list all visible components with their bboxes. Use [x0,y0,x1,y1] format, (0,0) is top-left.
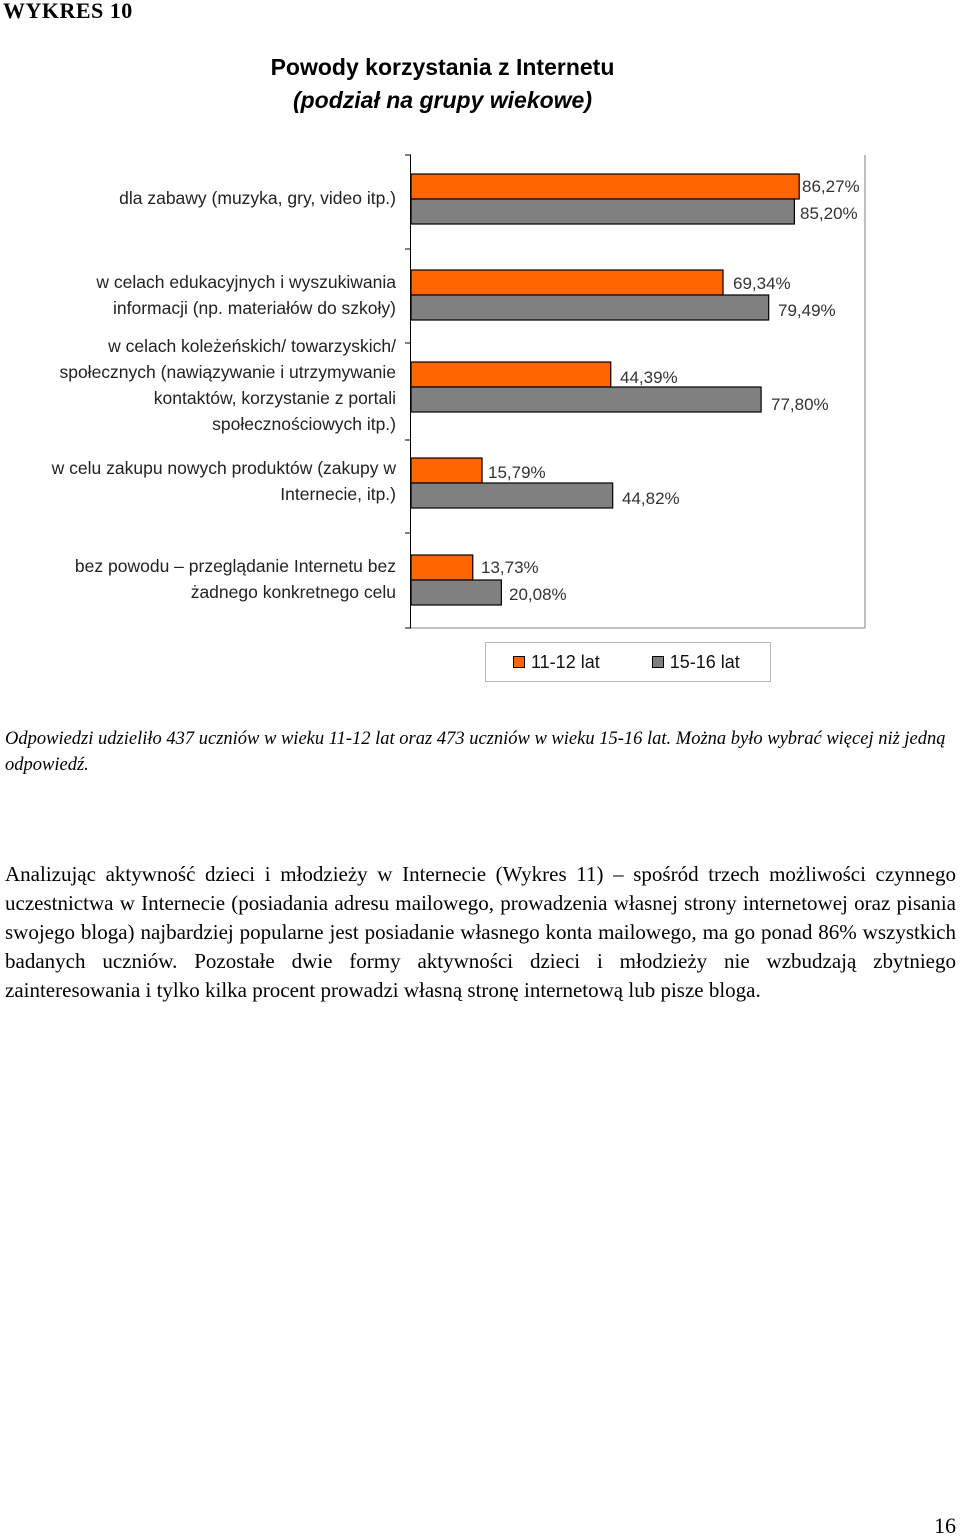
category-label: w celach koleżeńskich/ towarzyskich/ [108,336,396,356]
body-paragraph: Analizując aktywność dzieci i młodzieży w Internecie (Wykres 11) – spośród trzech możliwości czynnego uczestnictwa w Internecie (posiadania adresu mailowego, prowadzenia własnej strony internetowej oraz pisania swojego bloga) najbardziej popularne jest posiadanie własnego konta mailowego, ma go ponad 86% wszystkich badanych uczniów. Pozostałe dwie formy aktywności dzieci i młodzieży nie wzbudzają zbytniego zainteresowania i tylko kilka procent prowadzi własną stronę internetową lub pisze bloga. [5,862,956,1002]
page-number: 16 [934,1513,956,1538]
bar-value-label: 85,20% [800,204,858,223]
category-label: żadnego konkretnego celu [190,582,396,602]
category-label: kontaktów, korzystanie z portali [153,388,396,408]
category-label: społecznościowych itp.) [212,414,396,434]
category-label: Internecie, itp.) [280,484,396,504]
bar-value-label: 13,73% [481,558,539,577]
chart-title: Powody korzystania z Internetu [270,54,615,80]
bar-value-label: 79,49% [778,301,836,320]
bar-gray [411,483,613,508]
legend-item-series-1 [513,652,600,673]
chart-subtitle: (podział na grupy wiekowe) [292,87,593,113]
bar-value-label: 15,79% [488,463,546,482]
section-header: WYKRES 10 [3,0,133,23]
bar-chart [0,0,960,700]
category-label: w celu zakupu nowych produktów (zakupy w [51,458,396,478]
bar-value-label: 69,34% [733,274,791,293]
category-label: bez powodu – przeglądanie Internetu bez [74,556,396,576]
category-label: informacji (np. materiałów do szkoły) [112,298,396,318]
bar-value-label: 20,08% [509,585,567,604]
bar-value-label: 44,39% [620,368,678,387]
bar-value-label: 44,82% [622,489,680,508]
category-label: w celach edukacyjnych i wyszukiwania [96,272,396,292]
bar-orange [411,362,611,387]
bar-gray [411,580,501,605]
category-label: dla zabawy (muzyka, gry, video itp.) [119,188,396,208]
bar-value-label: 86,27% [802,177,860,196]
legend-swatch-orange [513,656,525,668]
legend-label-series-1: 11-12 lat [531,651,600,672]
bar-gray [411,199,794,224]
bar-orange [411,270,723,295]
chart-note: Odpowiedzi udzieliło 437 uczniów w wieku 11-12 lat oraz 473 uczniów w wieku 15-16 lat. Można było wybrać więcej niż jedną odpowiedź. [5,729,946,775]
legend-item-series-2 [652,652,740,673]
bar-orange [411,555,473,580]
bar-gray [411,295,769,320]
category-label: społecznych (nawiązywanie i utrzymywanie [59,362,396,382]
chart-legend [485,642,771,682]
bar-gray [411,387,761,412]
legend-swatch-gray [652,656,664,668]
legend-label-series-2: 15-16 lat [669,651,740,672]
bar-orange [411,174,799,199]
bar-value-label: 77,80% [771,395,829,414]
bar-orange [411,458,482,483]
